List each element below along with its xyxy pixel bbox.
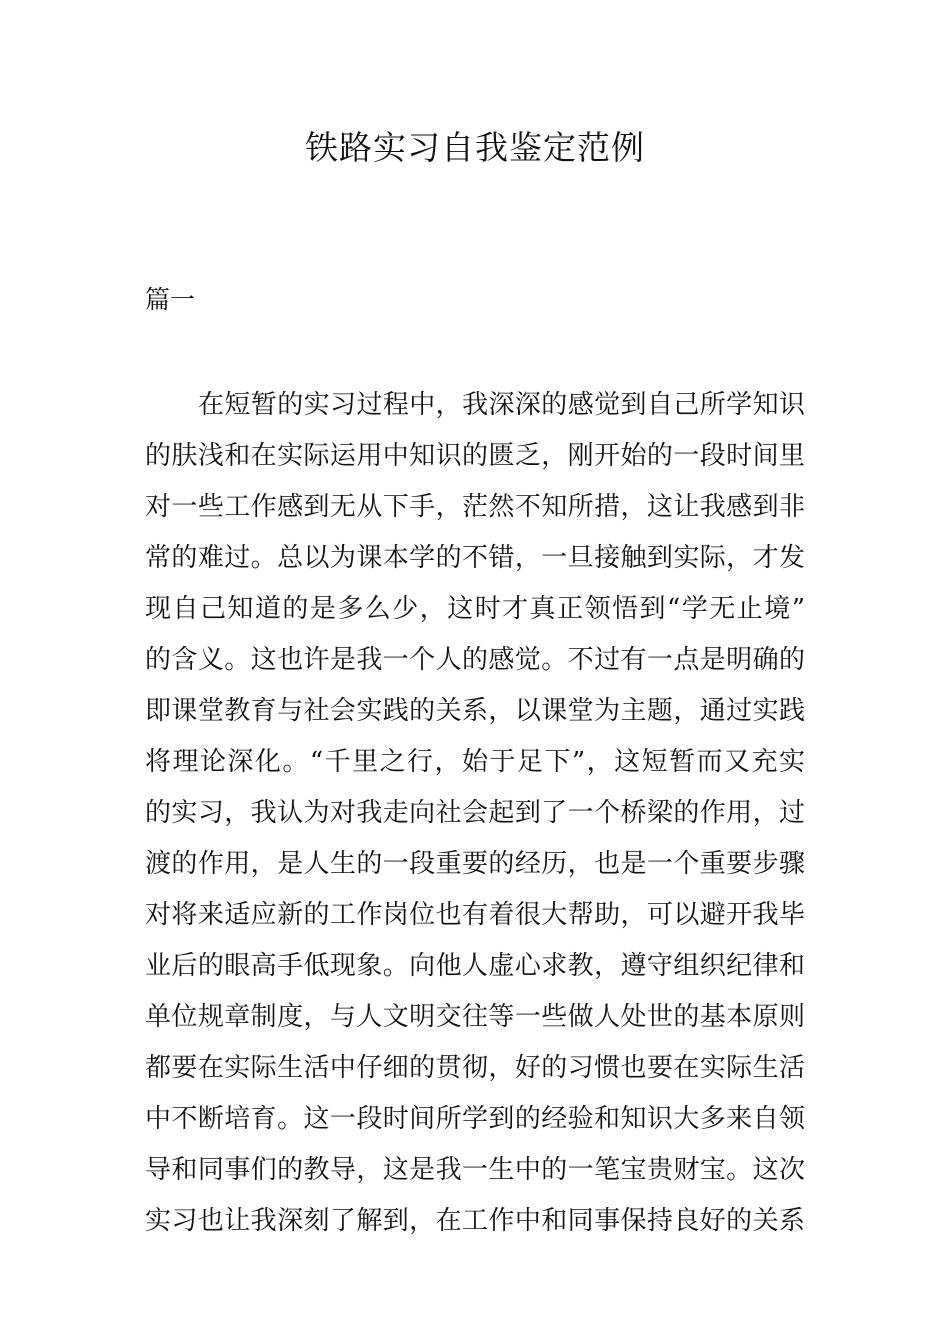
body-line: 实习也让我深刻了解到，在工作中和同事保持良好的关系: [145, 1206, 805, 1236]
body-line: 对一些工作感到无从下手，茫然不知所措，这让我感到非: [145, 492, 805, 522]
body-line: 将理论深化。“千里之行，始于足下”，这短暂而又充实: [145, 747, 805, 777]
body-line: 导和同事们的教导，这是我一生中的一笔宝贵财宝。这次: [145, 1155, 805, 1185]
body-line: 都要在实际生活中仔细的贯彻，好的习惯也要在实际生活: [145, 1053, 805, 1083]
body-line: 常的难过。总以为课本学的不错，一旦接触到实际，才发: [145, 543, 805, 573]
body-line: 现自己知道的是多么少，这时才真正领悟到“学无止境”: [145, 594, 805, 624]
body-line: 的肤浅和在实际运用中知识的匮乏，刚开始的一段时间里: [145, 441, 805, 471]
body-line: 在短暂的实习过程中，我深深的感觉到自己所学知识: [198, 390, 805, 420]
body-line: 业后的眼高手低现象。向他人虚心求教，遵守组织纪律和: [145, 951, 805, 981]
body-line: 的实习，我认为对我走向社会起到了一个桥梁的作用，过: [145, 798, 805, 828]
body-line: 渡的作用，是人生的一段重要的经历，也是一个重要步骤: [145, 849, 805, 879]
body-line: 即课堂教育与社会实践的关系，以课堂为主题，通过实践: [145, 696, 805, 726]
document-title: 铁路实习自我鉴定范例: [305, 128, 645, 167]
body-line: 中不断培育。这一段时间所学到的经验和知识大多来自领: [145, 1104, 805, 1134]
body-line: 对将来适应新的工作岗位也有着很大帮助，可以避开我毕: [145, 900, 805, 930]
body-line: 单位规章制度，与人文明交往等一些做人处世的基本原则: [145, 1002, 805, 1032]
body-line: 的含义。这也许是我一个人的感觉。不过有一点是明确的: [145, 645, 805, 675]
section-heading: 篇一: [145, 285, 196, 314]
body-paragraph: [145, 380, 805, 1247]
